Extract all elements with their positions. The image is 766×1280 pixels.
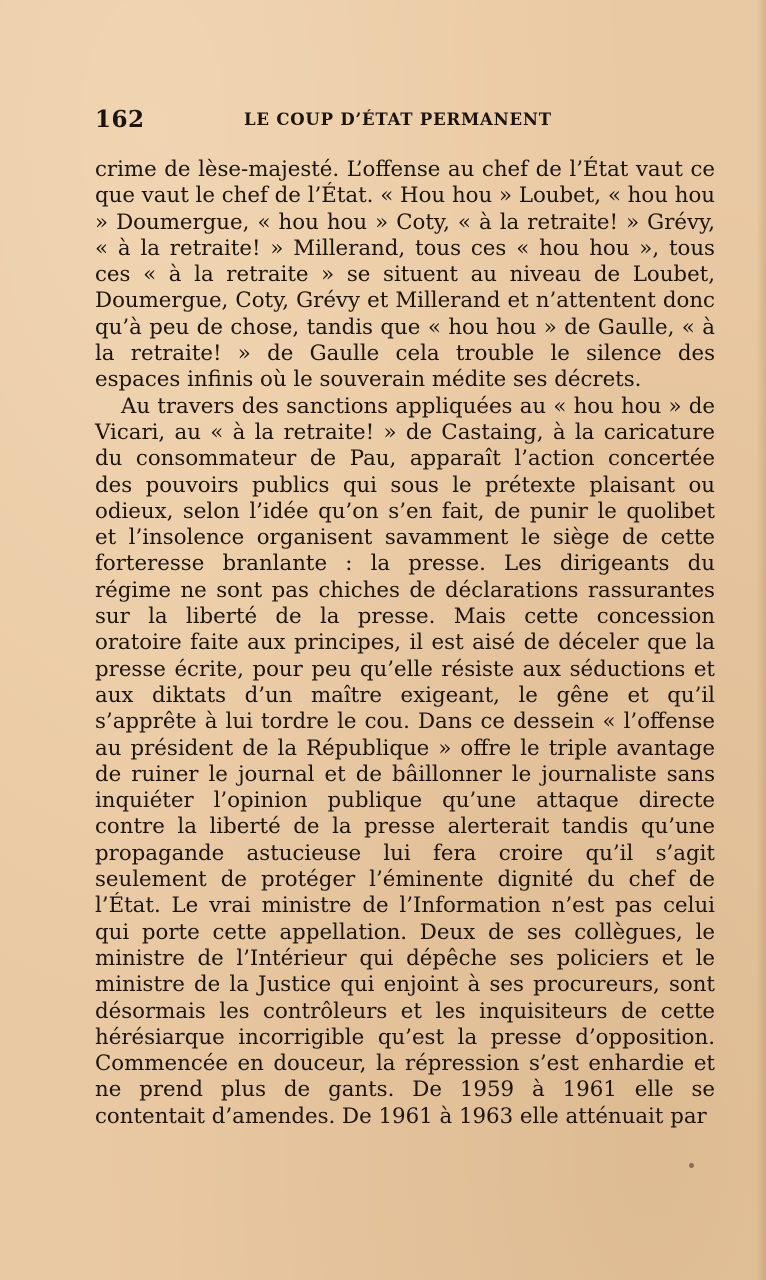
paper-speck — [689, 1163, 694, 1168]
paragraph-continuation: crime de lèse-majesté. L’offense au chef de l’État vaut ce que vaut le chef de l’État. « Hou hou » Loubet, « hou hou » Doumergue, « hou hou » Coty, « à la retraite! » Grévy, « à la retraite! » Millerand, tous ces « hou hou », tous ces « à la retraite » se situent au niveau de Loubet, Doumergue, Coty, Grévy et Millerand et n’attentent donc qu’à peu de chose, tandis que « hou hou » de Gaulle, « à la retraite! » de Gaulle cela trouble le silence des espaces infinis où le souverain médite ses décrets. — [95, 157, 715, 393]
page-number: 162 — [95, 106, 145, 133]
page-header — [95, 106, 715, 140]
page-edge-shadow — [756, 0, 766, 1280]
running-title: LE COUP D’ÉTAT PERMANENT — [244, 110, 552, 129]
body-text — [95, 157, 715, 1130]
paragraph-press-sanctions: Au travers des sanctions appliquées au « hou hou » de Vicari, au « à la retraite! » de Castaing, à la caricature du consommateur de Pau, apparaît l’action concertée des pouvoirs publics qui sous le prétexte plaisant ou odieux, selon l’idée qu’on s’en fait, de punir le quolibet et l’insolence organisent savamment le siège de cette forteresse branlante : la presse. Les dirigeants du régime ne sont pas chiches de déclarations rassurantes sur la liberté de la presse. Mais cette concession oratoire faite aux principes, il est aisé de déceler que la presse écrite, pour peu qu’elle résiste aux séductions et aux diktats d’un maître exigeant, le gêne et qu’il s’apprête à lui tordre le cou. Dans ce dessein « l’offense au président de la République » offre le triple avantage de ruiner le journal et de bâillonner le journaliste sans inquiéter l’opinion publique qu’une attaque directe contre la liberté de la presse alerterait tandis qu’une propagande astucieuse lui fera croire qu’il s’agit seulement de protéger l’éminente dignité du chef de l’État. Le vrai ministre de l’Information n’est pas celui qui porte cette appellation. Deux de ses collègues, le ministre de l’Intérieur qui dépêche ses policiers et le ministre de la Justice qui enjoint à ses procureurs, sont désormais les contrôleurs et les inquisiteurs de cette hérésiarque incorrigible qu’est la presse d’opposition. Commencée en douceur, la répression s’est enhardie et ne prend plus de gants. De 1959 à 1961 elle se contentait d’amendes. De 1961 à 1963 elle atténuait par — [95, 393, 715, 1129]
